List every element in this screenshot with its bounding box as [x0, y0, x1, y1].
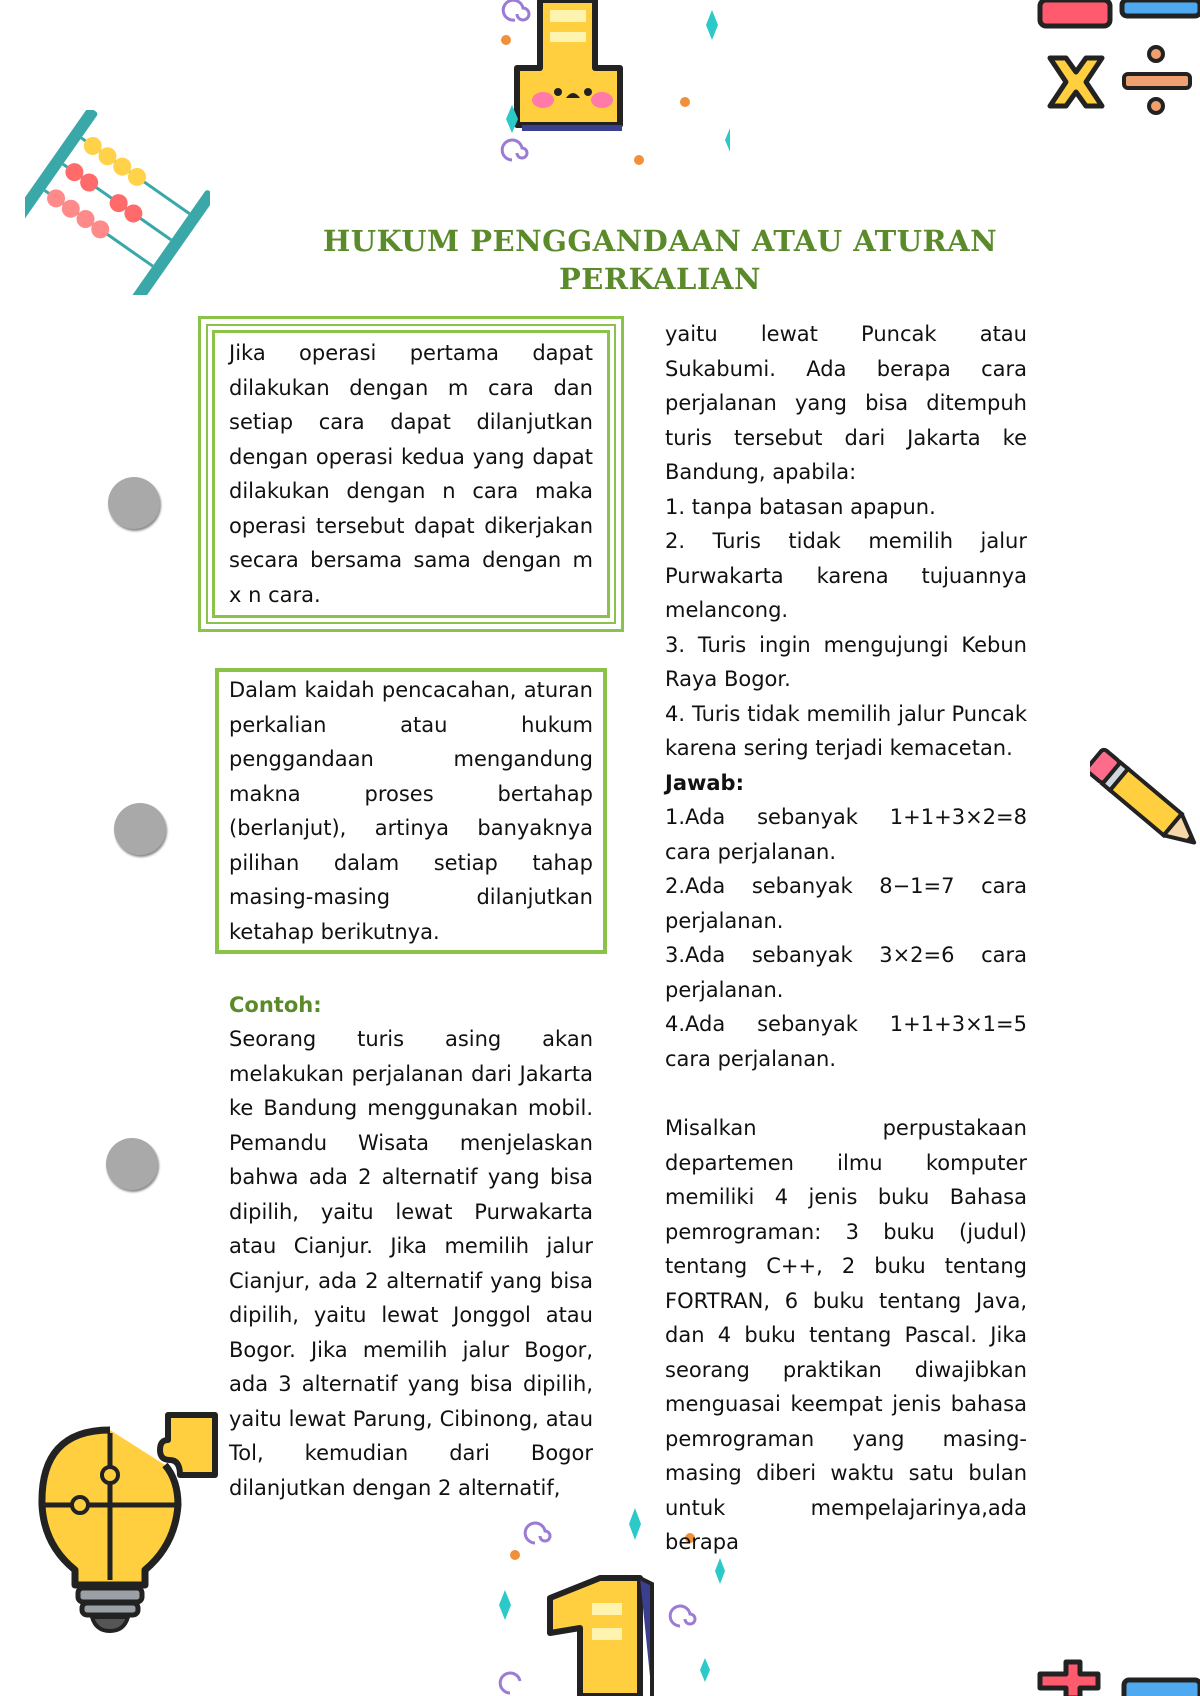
decorative-dot — [108, 477, 160, 529]
number-one-mascot-icon — [460, 0, 730, 170]
question-2: 2. Turis tidak memilih jalur Purwakarta karena tujuannya melancong. — [665, 529, 1027, 622]
example-text: Seorang turis asing akan melakukan perjalanan dari Jakarta ke Bandung menggunakan mobil. Pemandu Wisata menjelaskan bahwa ada 2 alternatif yang bisa dipilih, yaitu lewat Purwakarta atau Cianjur. Jika memilih jalur Cianjur, ada 2 alternatif yang bisa dipilih, yaitu lewat Jonggol atau Bogor. Jika memilih jalur Bogor, ada 3 alternatif yang bisa dipilih, yaitu lewat Parung, Cibinong, atau Tol, kemudian dari Bogor dilanjutkan dengan 2 alternatif, — [229, 1027, 593, 1500]
pencil-icon — [1090, 740, 1200, 860]
title-line-2: PERKALIAN — [558, 262, 761, 296]
definition-text: Jika operasi pertama dapat dilakukan dengan m cara dan setiap cara dapat dilanjutkan dengan operasi kedua yang dapat dilakukan dengan n cara maka operasi tersebut dapat dikerjakan secara bersama sama dengan m x n cara. — [229, 341, 593, 607]
question-1: 1. tanpa batasan apapun. — [665, 494, 936, 519]
second-example-text: Misalkan perpustakaan departemen ilmu komputer memiliki 4 jenis buku Bahasa pemrograman: 3 buku (judul) tentang C++, 2 buku tentang FORTRAN, 6 buku tentang Java, dan 4 buku tentang Pascal. Jika seorang praktikan diwajibkan menguasai keempat jenis bahasa pemrograman yang masing-masing diberi waktu satu bulan untuk mempelajarinya,ada berapa — [665, 1116, 1027, 1554]
example-heading: Contoh: — [229, 993, 322, 1017]
answer-1: 1.Ada sebanyak 1+1+3×2=8 cara perjalanan. — [665, 805, 1027, 864]
explanation-text: Dalam kaidah pencacahan, aturan perkalian atau hukum penggandaan mengandung makna proses bertahap (berlanjut), artinya banyaknya pilihan dalam setiap tahap masing-masing dilanjutkan ketahap berikutnya. — [229, 678, 593, 944]
answer-4: 4.Ada sebanyak 1+1+3×1=5 cara perjalanan. — [665, 1012, 1027, 1071]
decorative-dot — [114, 803, 166, 855]
question-3: 3. Turis ingin mengujungi Kebun Raya Bogor. — [665, 632, 1027, 691]
page-title — [260, 222, 1060, 298]
right-column — [665, 317, 1027, 1076]
answer-3: 3.Ada sebanyak 3×2=6 cara perjalanan. — [665, 943, 1027, 1002]
title-line-1: HUKUM PENGGANDAAN ATAU ATURAN — [322, 224, 998, 258]
puzzle-lightbulb-icon — [30, 1405, 230, 1635]
decorative-dot — [106, 1138, 158, 1190]
plus-minus-icon — [1036, 1658, 1200, 1696]
answer-2: 2.Ada sebanyak 8−1=7 cara perjalanan. — [665, 874, 1027, 933]
math-operators-icon — [1030, 0, 1200, 120]
question-4: 4. Turis tidak memilih jalur Puncak karena sering terjadi kemacetan. — [665, 701, 1027, 760]
abacus-icon — [25, 110, 210, 295]
example-continuation: yaitu lewat Puncak atau Sukabumi. Ada berapa cara perjalanan yang bisa ditempuh turis tersebut dari Jakarta ke Bandung, apabila: — [665, 322, 1027, 484]
answer-heading: Jawab: — [665, 770, 744, 795]
